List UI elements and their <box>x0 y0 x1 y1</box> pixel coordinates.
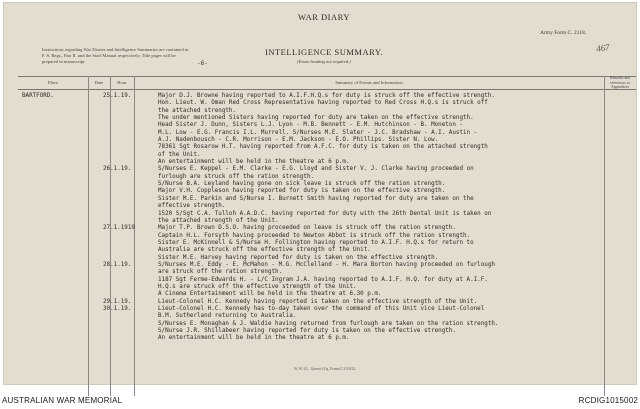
entry-text: S/Nurse B.A. Leyland having gone on sick leave is struck off the ration strength. <box>158 181 446 188</box>
entry-text: Lieut-Colonel H.C. Kennedy has to-day taken over the command of this Unit vice Lieut-Colonel <box>158 305 485 312</box>
diary-entry-row <box>22 299 602 306</box>
diary-entry-row <box>22 108 602 115</box>
diary-entry-row <box>22 188 602 195</box>
entry-text: the attached strength of the Unit. <box>158 217 279 224</box>
diary-entry-row <box>22 152 602 159</box>
column-header-hour: Hour <box>110 76 134 90</box>
diary-entry-row <box>22 321 602 328</box>
entry-text: Australia are struck off the effective strength of the Unit. <box>158 247 371 254</box>
diary-entry-row <box>22 211 602 218</box>
diary-entry-row <box>22 166 602 173</box>
entry-text: effective strength. <box>158 203 226 210</box>
diary-entry-row <box>22 159 602 166</box>
diary-entry-row <box>22 247 602 254</box>
diary-entry-row <box>22 255 602 262</box>
column-divider <box>604 76 605 396</box>
entry-place: BARTFORD. <box>22 93 54 99</box>
entry-text: Sister M.E. Harvey having reported for duty is taken on the effective strength. <box>158 254 439 261</box>
diary-entry-row <box>22 137 602 144</box>
entry-date: 29.1.19. <box>103 298 132 305</box>
entry-text: Lieut-Colonel H.C. Kennedy having reported is taken on the effective strength of the Unit. <box>158 298 478 305</box>
column-header-place: Place <box>18 76 88 90</box>
diary-entry-row <box>22 306 602 313</box>
entry-text: An entertainment will be held in the theatre at 6 p.m. <box>158 159 350 166</box>
archive-reference: RCDIG1015002 <box>578 396 638 405</box>
entry-date: 25.1.19. <box>103 93 132 99</box>
war-diary-title: WAR DIARY <box>298 12 350 22</box>
entry-text: S/Nurses M.E. Eddy - E. McMahon - M.G. McClelland - H. Mara Borton having proceeded on furlough <box>158 261 495 268</box>
page-number: -6- <box>197 60 208 67</box>
entry-text: B.M. Sutherland returning to Australia. <box>158 313 297 320</box>
entry-text: 78361 Sgt Rosarow H.T. having reported from A.F.C. for duty is taken on the attached strength <box>158 144 488 151</box>
column-header-remarks: Remarks and references to Appendices <box>604 76 636 90</box>
diary-entry-row <box>22 144 602 151</box>
entry-text: are struck off the ration strength. <box>158 269 283 276</box>
diary-entry-row <box>22 328 602 335</box>
diary-entry-row <box>22 218 602 225</box>
entry-text: Major D.J. Browne having reported to A.I.F.H.Q.s for duty is struck off the effective strength. <box>158 93 495 99</box>
column-header-summary: Summary of Events and Information <box>134 76 604 90</box>
entry-text: A.J. Nadenbousch - C.R. Morrison - E.M. Jackson - E.O. Phillips. Sister N. Low. <box>158 137 439 144</box>
entry-text: Head Sister J. Dunn, Sisters L.J. Lyon - M.B. Bennett - E.M. Hutchinson - B. Moneton - <box>158 122 463 129</box>
entry-date: 26.1.19. <box>103 166 132 173</box>
entry-text: S/Nurse J.R. Shillabeer having reported for duty is taken on the effective strength. <box>158 328 456 334</box>
diary-entry-row <box>22 284 602 291</box>
entry-text: M.L. Low - E.G. Francis I.L. Murrell. S/Nurses M.E. Slater - J.C. Bradshaw - A.I. Austin - <box>158 129 478 136</box>
intelligence-summary-title: INTELLIGENCE SUMMARY. <box>264 47 383 57</box>
entry-text: 1520 S/Sgt C.A. Tulloh A.A.D.C. having reported for duty with the 26th Dental Unit is taken on <box>158 210 492 217</box>
diary-entry-row <box>22 196 602 203</box>
handwritten-folio-number: 467 <box>595 42 611 54</box>
instructions-note: Instructions regarding War Diaries and Intelligence Summaries are contained in F. S. Regs., Part II. and the Staff Manual respectively. Title pages will be prepared in manuscript. <box>42 47 189 64</box>
army-form-number: Army Form C. 2118. <box>540 30 587 36</box>
entry-date: 27.1.1919 <box>103 225 135 232</box>
diary-entry-row <box>22 115 602 122</box>
diary-entry-row <box>22 269 602 276</box>
entry-text: Major T.P. Brown D.S.O. having proceeded on leave is struck off the ration strength. <box>158 225 456 232</box>
archive-caption: AUSTRALIAN WAR MEMORIAL <box>2 396 123 405</box>
diary-entries <box>22 93 602 343</box>
entry-text: furlough are struck off the ration strength. <box>158 173 315 180</box>
printer-footnote: W. W. 6 L. 1(arrow) 8 g. Forms/C.2118/12. <box>293 367 357 371</box>
diary-page <box>3 2 637 385</box>
diary-entry-row <box>22 335 602 342</box>
diary-entry-row <box>22 291 602 298</box>
diary-entry-row <box>22 240 602 247</box>
entry-text: Major V.H. Coppleson having reported for duty is taken on the effective strength. <box>158 188 446 195</box>
entry-text: H.Q.s are struck off the effective strength of the Unit. <box>158 283 357 290</box>
entry-text: of the Unit. <box>158 151 201 158</box>
entry-text: the attached strength. <box>158 107 237 114</box>
diary-entry-row <box>22 225 602 232</box>
entry-text: A Cinema Entertainment will be held in the theatre at 6.30 p.m. <box>158 291 382 298</box>
diary-entry-row <box>22 262 602 269</box>
entry-text: S/Nurses E. Keppel - E.M. Clarke - E.G. Lloyd and Sister V. J. Clarke having proceeded on <box>158 166 474 173</box>
diary-entry-row <box>22 277 602 284</box>
entry-text: An entertainment will be held in the theatre at 6 p.m. <box>158 335 350 342</box>
diary-entry-row <box>22 203 602 210</box>
diary-entry-row <box>22 181 602 188</box>
entry-text: Captain H.L. Forsyth having proceeded to Newton Abbot is struck off the ration strength. <box>158 232 471 239</box>
diary-entry-row <box>22 313 602 320</box>
entry-text: The under mentioned Sisters having reported for duty are taken on the effective strength. <box>158 115 474 122</box>
entry-date: 30.1.19. <box>103 305 132 312</box>
diary-entry-row <box>22 174 602 181</box>
diary-entry-row <box>22 122 602 129</box>
entry-text: Sister M.E. Parkin and S/Nurse I. Burnett Smith having reported for duty are taken on the <box>158 195 474 202</box>
erase-heading-note: (Erase heading not required.) <box>297 59 351 64</box>
diary-entry-row <box>22 233 602 240</box>
entry-text: Hon. Lieut. W. Oman Red Cross Representative having reported to Red Cross H.Q.s is struck off <box>158 100 488 107</box>
diary-entry-row <box>22 130 602 137</box>
entry-text: S/Nurses E. Monaghan & J. Waldie having returned from furlough are taken on the ration strength. <box>158 320 499 327</box>
entry-date: 28.1.19. <box>103 261 132 268</box>
entry-text: 1187 Sgt Ferme-Edwards H. - L/C Ingram J.A. having reported to A.I.F. H.Q. for duty at A.I.F. <box>158 276 488 283</box>
column-header-date: Date <box>88 76 110 90</box>
entry-text: Sister E. McKinnell & S/Nurse H. Follington having reported to A.I.F. H.Q.s for return to <box>158 239 474 246</box>
diary-entry-row <box>22 93 602 100</box>
diary-entry-row <box>22 100 602 107</box>
